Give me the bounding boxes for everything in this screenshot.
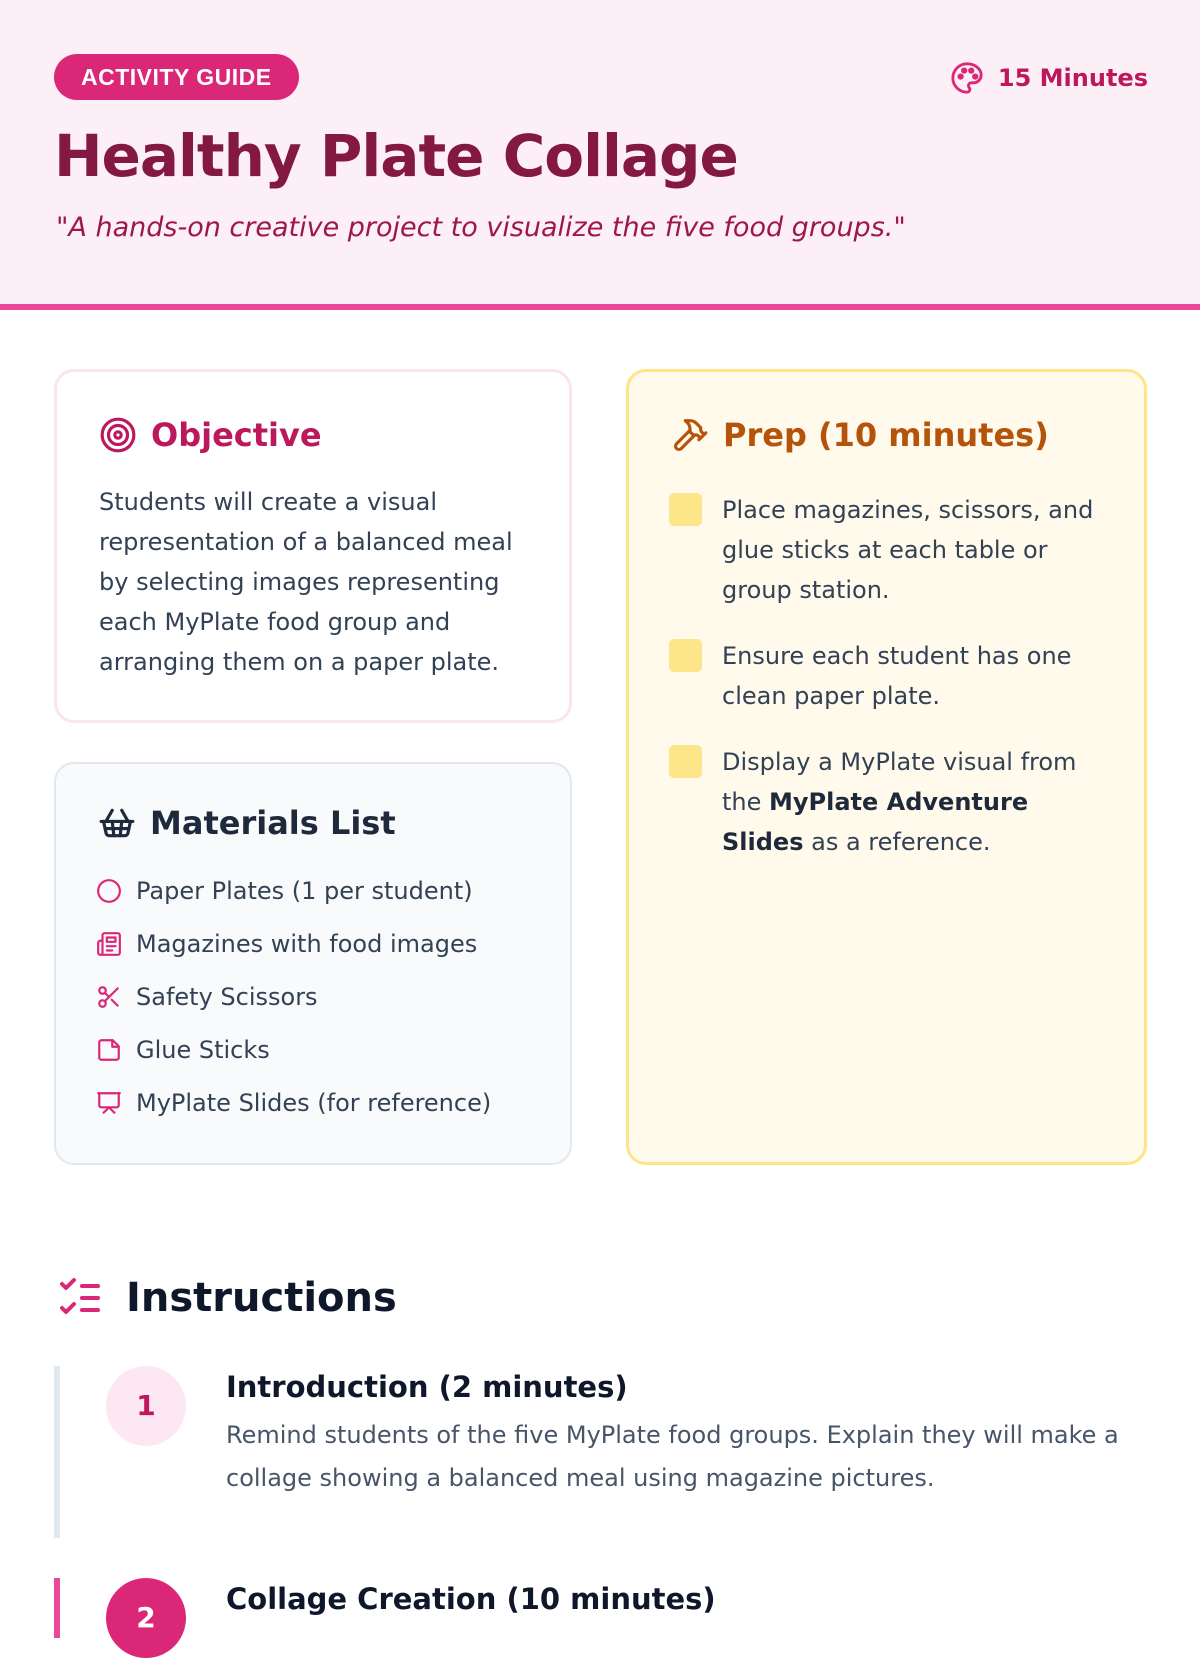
list-item: [669, 742, 1109, 862]
objective-title: Objective: [151, 416, 322, 454]
prep-item-text-before: Display a MyPlate visual from the: [722, 748, 1077, 816]
page-subtitle: "A hands-on creative project to visualize the five food groups.": [56, 212, 906, 243]
scissors-icon: [96, 984, 122, 1010]
materials-card: [54, 762, 572, 1165]
list-item: [96, 1023, 556, 1076]
instructions-heading: [56, 1274, 397, 1322]
list-item: [96, 864, 556, 917]
step-number: 1: [106, 1366, 186, 1446]
prep-card: [626, 369, 1147, 1165]
instruction-step: [54, 1366, 1154, 1538]
list-item: [96, 917, 556, 970]
prep-item-text-after: as a reference.: [803, 828, 991, 856]
materials-heading: [98, 804, 396, 842]
material-label: Magazines with food images: [136, 929, 478, 958]
page-title: Healthy Plate Collage: [54, 122, 738, 190]
activity-badge: ACTIVITY GUIDE: [54, 54, 299, 100]
objective-text: Students will create a visual representation of a balanced meal by selecting images representing each MyPlate food group and arranging them on a paper plate.: [99, 488, 513, 676]
slides-reference: MyPlate Adventure Slides: [722, 788, 1029, 856]
hammer-icon: [671, 416, 709, 454]
checkbox[interactable]: [669, 493, 702, 526]
material-label: Paper Plates (1 per student): [136, 876, 473, 905]
step-title: Collage Creation (10 minutes): [226, 1582, 716, 1616]
duration-label: 15 Minutes: [997, 64, 1148, 92]
page-header: [0, 0, 1200, 310]
duration-indicator: [950, 58, 1148, 98]
instruction-step: [54, 1578, 1154, 1638]
objective-heading: [99, 416, 322, 454]
checkbox[interactable]: [669, 639, 702, 672]
step-title: Introduction (2 minutes): [226, 1370, 628, 1404]
step-number: 2: [106, 1578, 186, 1658]
materials-list: [96, 864, 556, 1129]
basket-icon: [98, 804, 136, 842]
palette-icon: [950, 61, 984, 95]
prep-checklist: [669, 490, 1109, 888]
prep-item-text: [722, 742, 1109, 862]
newspaper-icon: [96, 931, 122, 957]
material-label: Glue Sticks: [136, 1035, 270, 1064]
prep-item-text: Place magazines, scissors, and glue sticks at each table or group station.: [722, 496, 1094, 604]
presentation-icon: [96, 1090, 122, 1116]
list-item: [669, 636, 1109, 716]
prep-heading: [671, 416, 1049, 454]
target-icon: [99, 416, 137, 454]
material-label: Safety Scissors: [136, 982, 318, 1011]
instructions-title: Instructions: [126, 1275, 397, 1321]
list-item: [669, 490, 1109, 610]
materials-title: Materials List: [150, 804, 396, 842]
material-label: MyPlate Slides (for reference): [136, 1088, 492, 1117]
prep-item-text: Ensure each student has one clean paper plate.: [722, 642, 1072, 710]
prep-title: Prep (10 minutes): [723, 416, 1049, 454]
list-item: [96, 970, 556, 1023]
objective-card: [54, 369, 572, 723]
step-body: Remind students of the five MyPlate food groups. Explain they will make a collage showing a balanced meal using magazine pictures.: [226, 1421, 1119, 1492]
list-item: [96, 1076, 556, 1129]
list-checks-icon: [56, 1274, 104, 1322]
checkbox[interactable]: [669, 745, 702, 778]
sticky-note-icon: [96, 1037, 122, 1063]
circle-icon: [96, 878, 122, 904]
